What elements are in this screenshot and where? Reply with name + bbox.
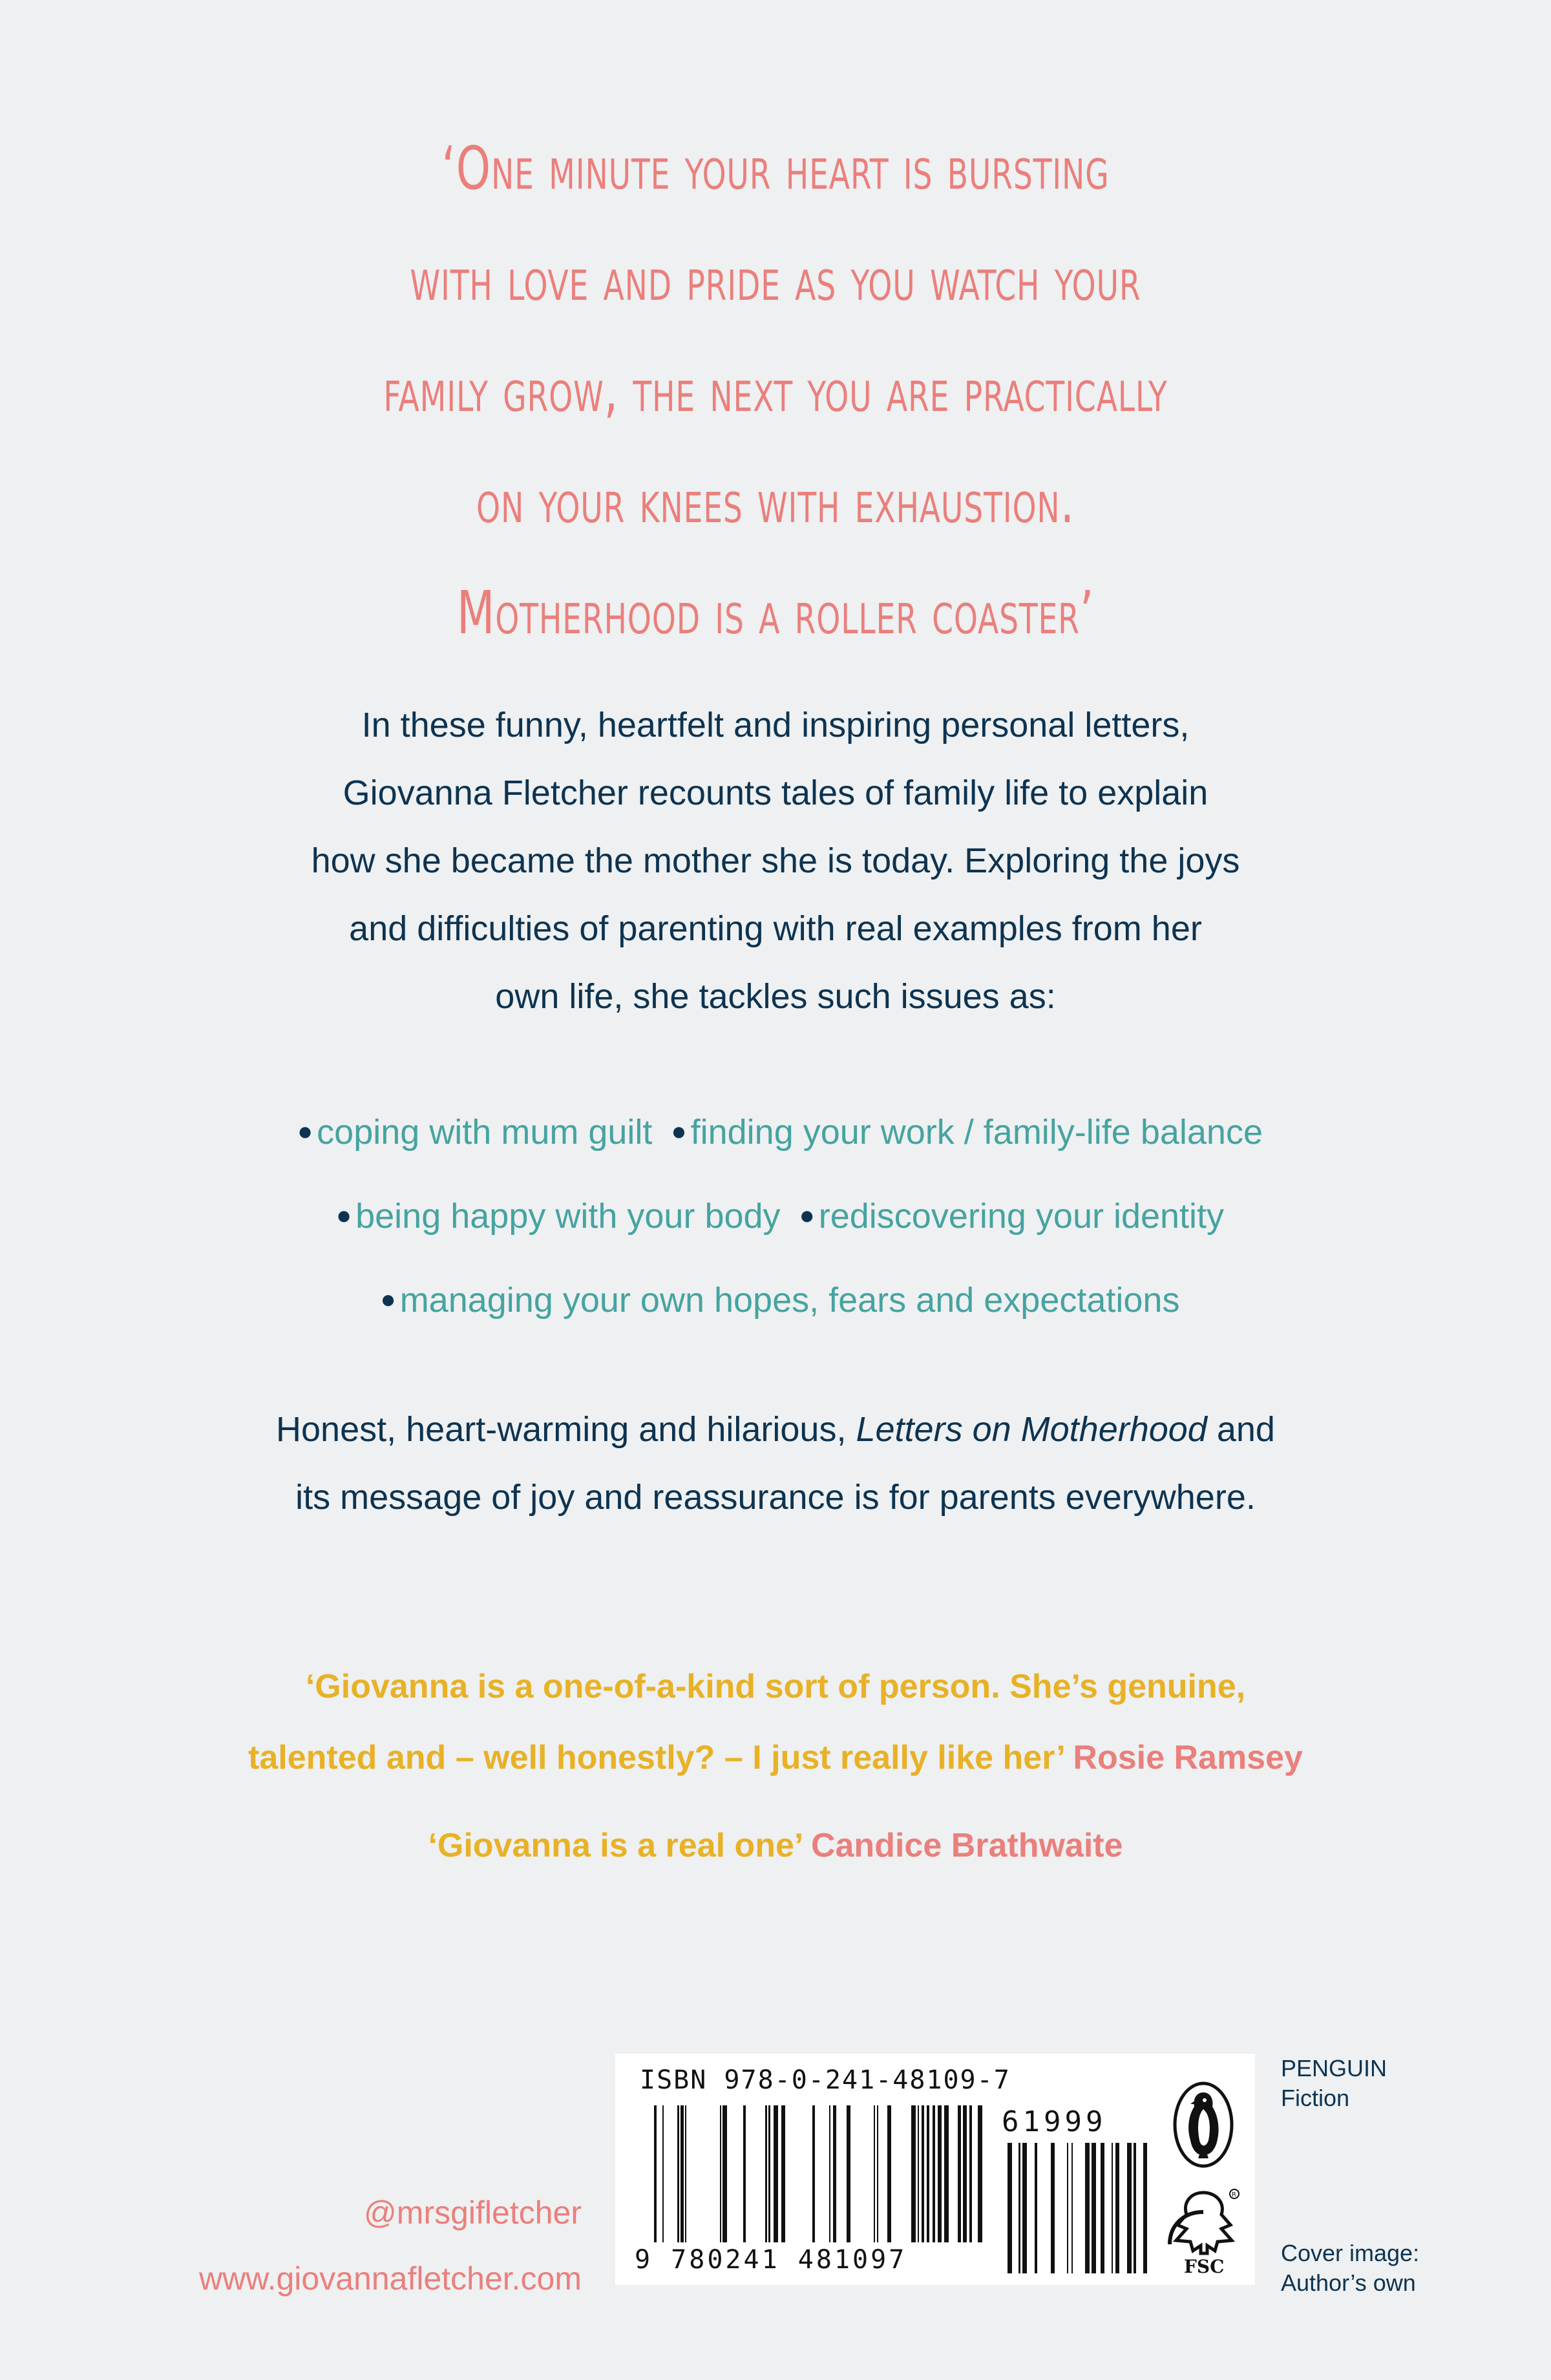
fsc-logo-icon xyxy=(1165,2186,1242,2277)
barcode-bar xyxy=(723,2105,727,2242)
quote-line xyxy=(129,1722,1422,1793)
headline-line: Motherhood is a roller coaster’ xyxy=(456,578,1095,648)
list-item: rediscovering your identity xyxy=(818,1197,1225,1236)
publisher-info xyxy=(1281,2054,1387,2113)
list-item: coping with mum guilt xyxy=(317,1113,653,1152)
bullet-icon: ● xyxy=(335,1201,352,1230)
blurb-line: own life, she tackles such issues as: xyxy=(495,977,1056,1016)
barcode-bar xyxy=(662,2105,664,2242)
barcode-bar xyxy=(781,2105,785,2242)
quote-author: Candice Brathwaite xyxy=(810,1827,1123,1864)
endorsements xyxy=(129,1651,1422,1881)
list-item: finding your work / family-life balance xyxy=(690,1113,1263,1152)
publisher-name: PENGUIN xyxy=(1281,2055,1387,2081)
barcode-addon-digits: 61999 xyxy=(1002,2105,1107,2138)
barcode-bar xyxy=(847,2105,850,2242)
website-link[interactable]: www.giovannafletcher.com xyxy=(199,2260,582,2297)
headline-line: with love and pride as you watch your xyxy=(410,245,1141,314)
blurb-line: In these funny, heartfelt and inspiring personal letters, xyxy=(361,706,1190,744)
barcode-bar xyxy=(833,2105,836,2242)
closing-line-1 xyxy=(129,1396,1422,1464)
barcode-bar xyxy=(887,2105,891,2242)
barcode-bar xyxy=(918,2105,919,2242)
bullet-icon: ● xyxy=(799,1201,815,1230)
quote-text: talented and – well honestly? – I just really like her’ xyxy=(248,1739,1064,1776)
barcode-bar xyxy=(958,2105,961,2242)
barcode-bar xyxy=(1127,2143,1132,2273)
barcode-bar xyxy=(911,2105,916,2242)
barcode-bar xyxy=(963,2105,967,2242)
list-item: managing your own hopes, fears and expectations xyxy=(399,1281,1180,1320)
cover-credit-line: Cover image: xyxy=(1281,2240,1420,2266)
barcode-bar xyxy=(877,2105,878,2242)
blurb-paragraph xyxy=(129,691,1422,1031)
bullet-icon: ● xyxy=(297,1117,313,1146)
headline-line: ‘One minute your heart is bursting xyxy=(441,134,1110,203)
barcode-bar xyxy=(681,2105,684,2242)
quote-author: Rosie Ramsey xyxy=(1073,1739,1303,1776)
barcode-bar xyxy=(765,2105,767,2242)
cover-credit xyxy=(1281,2238,1419,2298)
barcode-bar xyxy=(1143,2143,1147,2273)
penguin-logo-icon xyxy=(1172,2081,1234,2169)
book-title: Letters on Motherhood xyxy=(856,1410,1207,1449)
barcode-bar xyxy=(938,2105,942,2242)
quote-text: ‘Giovanna is a real one’ xyxy=(428,1827,802,1864)
barcode-bar xyxy=(654,2105,657,2242)
barcode-bar xyxy=(1101,2143,1104,2273)
issues-row xyxy=(129,1092,1422,1176)
issues-row xyxy=(129,1176,1422,1260)
blurb-line: how she became the mother she is today. Exploring the joys xyxy=(311,841,1240,880)
barcode-bar xyxy=(922,2105,924,2242)
bullet-icon: ● xyxy=(380,1285,396,1314)
headline-line: on your knees with exhaustion. xyxy=(476,467,1075,536)
endorsement-quote xyxy=(129,1651,1422,1793)
closing-paragraph xyxy=(129,1396,1422,1532)
publisher-category: Fiction xyxy=(1281,2085,1350,2111)
barcode-bar xyxy=(768,2105,770,2242)
barcode-bar xyxy=(874,2105,875,2242)
issues-row xyxy=(129,1260,1422,1344)
barcode-bar xyxy=(685,2105,686,2242)
cover-credit-line: Author’s own xyxy=(1281,2269,1416,2296)
social-handle[interactable]: @mrsgifletcher xyxy=(364,2195,582,2231)
barcode-bar xyxy=(1134,2143,1136,2273)
issues-list xyxy=(129,1092,1422,1344)
barcode-bar xyxy=(1071,2143,1073,2273)
quote-line: ‘Giovanna is a one-of-a-kind sort of person. She’s genuine, xyxy=(305,1668,1246,1705)
closing-line-2: its message of joy and reassurance is for parents everywhere. xyxy=(295,1478,1256,1517)
headline-line: family grow, the next you are practically xyxy=(383,356,1168,425)
barcode-bar xyxy=(1092,2143,1096,2273)
barcode-bar xyxy=(829,2105,830,2242)
barcode-bar xyxy=(1008,2143,1012,2273)
barcode-bar xyxy=(812,2105,815,2242)
barcode-bar xyxy=(1112,2143,1113,2273)
blurb-line: and difficulties of parenting with real examples from her xyxy=(349,909,1202,948)
list-item: being happy with your body xyxy=(355,1197,781,1236)
barcode-bar xyxy=(1018,2143,1020,2273)
closing-text: and xyxy=(1216,1410,1275,1449)
isbn-label: ISBN 978-0-241-48109-7 xyxy=(640,2065,1011,2095)
barcode-bar xyxy=(1022,2143,1027,2273)
blurb-line: Giovanna Fletcher recounts tales of family life to explain xyxy=(343,774,1208,812)
fsc-label: FSC xyxy=(1184,2256,1225,2277)
closing-text: Honest, heart-warming and hilarious, xyxy=(276,1410,847,1449)
barcode-box xyxy=(615,2054,1255,2285)
barcode-bar xyxy=(969,2105,972,2242)
barcode-bar xyxy=(774,2105,778,2242)
barcode-bar xyxy=(933,2105,935,2242)
barcode-bar xyxy=(978,2105,982,2242)
svg-text:R: R xyxy=(1232,2191,1236,2198)
barcode-bar xyxy=(944,2105,949,2242)
headline-quote xyxy=(235,113,1316,669)
barcode-bar xyxy=(927,2105,929,2242)
barcode-bar xyxy=(1051,2143,1055,2273)
barcode-bar xyxy=(1035,2143,1037,2273)
barcode-bar xyxy=(677,2105,679,2242)
barcode-bar xyxy=(1115,2143,1119,2273)
barcode-bar xyxy=(1085,2143,1090,2273)
barcode-bar xyxy=(720,2105,721,2242)
barcode-bar xyxy=(1067,2143,1068,2273)
barcode-bar xyxy=(743,2105,746,2242)
endorsement-quote xyxy=(129,1810,1422,1881)
bullet-icon: ● xyxy=(671,1117,687,1146)
barcode-digits: 9 780241 481097 xyxy=(635,2245,907,2275)
